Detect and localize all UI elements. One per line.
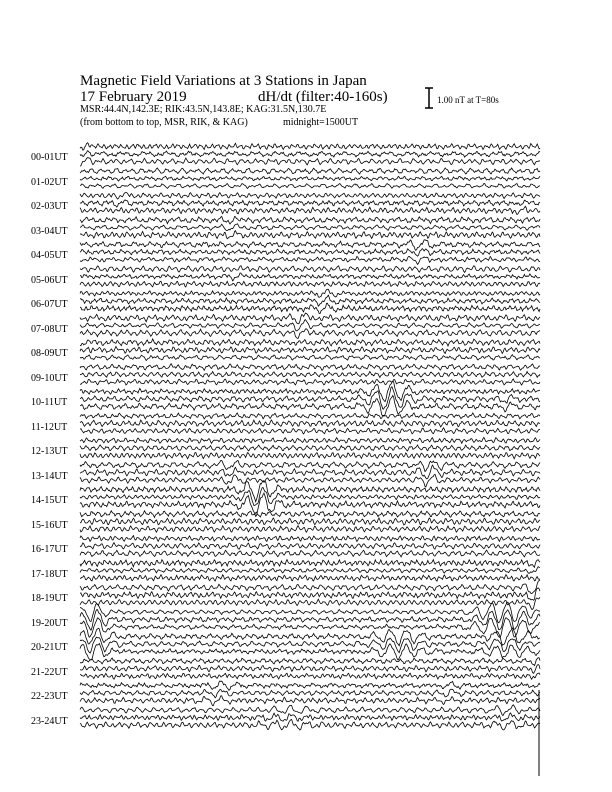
trace-msr	[80, 475, 540, 487]
trace-rik	[80, 372, 540, 378]
hour-label: 16-17UT	[31, 544, 68, 555]
trace-kag	[80, 364, 540, 371]
trace-msr	[80, 597, 540, 609]
hour-label: 10-11UT	[31, 397, 68, 408]
trace-kag	[80, 536, 540, 542]
chart-quantity: dH/dt (filter:40-160s)	[258, 89, 388, 105]
trace-rik	[80, 465, 540, 479]
hour-label: 21-22UT	[31, 666, 68, 678]
station-coordinates: MSR:44.4N,142.3E; RIK:43.5N,143.8E; KAG:31.5N,130.7E	[80, 104, 327, 115]
trace-msr	[80, 526, 540, 533]
trace-kag	[80, 705, 540, 716]
hour-label: 09-10UT	[31, 372, 68, 384]
trace-group	[80, 143, 540, 776]
hour-label: 04-05UT	[31, 250, 68, 261]
hour-label: 14-15UT	[31, 495, 68, 506]
trace-rik	[80, 347, 540, 354]
hour-label: 02-03UT	[31, 201, 68, 212]
trace-msr	[80, 493, 540, 516]
trace-msr	[80, 379, 540, 385]
trace-rik	[80, 200, 540, 207]
hour-label: 22-23UT	[31, 691, 68, 702]
trace-msr	[80, 158, 540, 166]
trace-msr	[80, 231, 540, 239]
trace-msr	[80, 206, 540, 214]
trace-kag	[80, 413, 540, 419]
trace-msr	[80, 550, 540, 557]
trace-kag	[80, 216, 540, 224]
scale-bar	[425, 88, 433, 108]
trace-rik	[80, 665, 540, 674]
trace-kag	[80, 628, 540, 646]
hour-label: 18-19UT	[31, 593, 68, 604]
trace-rik	[80, 689, 540, 698]
trace-kag	[80, 143, 540, 150]
trace-msr	[80, 673, 540, 679]
trace-kag	[80, 437, 540, 443]
chart-date: 17 February 2019	[80, 89, 187, 105]
trace-msr	[80, 428, 540, 434]
hour-label: 06-07UT	[31, 299, 68, 310]
hour-label: 07-08UT	[31, 323, 68, 335]
trace-order-note: (from bottom to top, MSR, RIK, & KAG)	[80, 117, 248, 128]
trace-msr	[80, 719, 540, 730]
trace-rik	[80, 713, 540, 721]
trace-kag	[80, 289, 540, 297]
hour-label: 20-21UT	[31, 642, 68, 653]
hour-label: 12-13UT	[31, 446, 68, 457]
trace-msr	[80, 355, 540, 361]
trace-msr	[80, 329, 540, 339]
trace-msr	[80, 644, 540, 661]
trace-rik	[80, 176, 540, 181]
trace-rik	[80, 518, 540, 525]
trace-kag	[80, 266, 540, 273]
trace-rik	[80, 320, 540, 331]
trace-rik	[80, 543, 540, 549]
trace-kag	[80, 339, 540, 346]
trace-kag	[80, 560, 540, 568]
hour-label: 13-14UT	[31, 470, 68, 482]
trace-rik	[80, 445, 540, 451]
trace-rik	[80, 151, 540, 157]
trace-msr	[80, 281, 540, 287]
hour-label: 15-16UT	[31, 519, 68, 531]
trace-msr	[80, 575, 540, 581]
trace-rik	[80, 567, 540, 574]
hour-label: 08-09UT	[31, 348, 68, 359]
trace-rik	[80, 273, 540, 281]
trace-msr	[80, 303, 540, 313]
hour-label: 00-01UT	[31, 152, 68, 163]
trace-kag	[80, 681, 540, 690]
hour-label: 23-24UT	[31, 715, 68, 727]
trace-kag	[80, 511, 540, 518]
trace-kag	[80, 240, 540, 251]
chart-title: Magnetic Field Variations at 3 Stations in Japan	[80, 73, 367, 89]
trace-rik	[80, 295, 540, 306]
hour-label: 05-06UT	[31, 274, 68, 286]
hour-label: 01-02UT	[31, 176, 68, 188]
trace-msr	[80, 256, 540, 264]
midnight-note: midnight=1500UT	[283, 117, 359, 128]
hour-label: 17-18UT	[31, 568, 68, 580]
hour-label: 03-04UT	[31, 225, 68, 237]
trace-rik	[80, 249, 540, 257]
trace-msr	[80, 696, 540, 706]
hour-label: 11-12UT	[31, 421, 68, 433]
trace-kag	[80, 658, 540, 666]
trace-kag	[80, 193, 540, 200]
trace-rik	[80, 420, 540, 427]
trace-msr	[80, 453, 540, 459]
scale-bar-label: 1.00 nT at T=80s	[437, 95, 499, 105]
trace-rik	[80, 224, 540, 231]
trace-msr	[80, 184, 540, 189]
trace-kag	[80, 168, 540, 174]
hour-label: 19-20UT	[31, 617, 68, 629]
trace-kag	[80, 313, 540, 324]
